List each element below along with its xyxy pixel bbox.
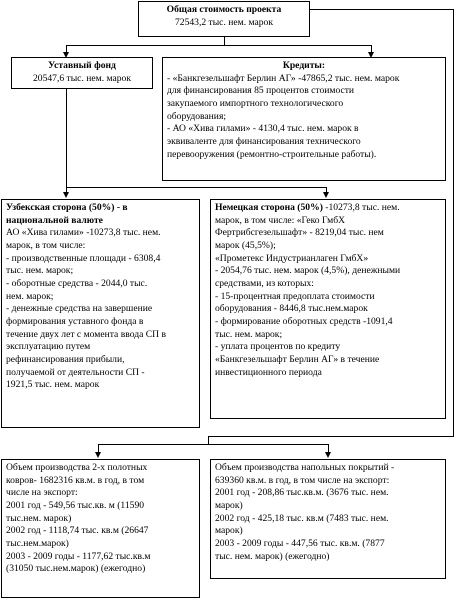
connector-fund-down xyxy=(66,88,67,187)
carpets-line: 2003 - 2009 годы - 1177,62 тыс.кв.м xyxy=(6,550,151,562)
credits-line: эквиваленте для финансирования технического xyxy=(167,135,361,147)
carpets-line: (31050 тыс.нем.марок) (ежегодно) xyxy=(6,563,146,575)
german-first-line: -10273,8 тыс. нем. xyxy=(322,202,400,213)
uzbek-side-box xyxy=(1,199,200,428)
carpets-output-box xyxy=(1,459,200,598)
german-line: Фертрибсгезельшафт» - 8219,04 тыс. нем xyxy=(215,227,384,239)
charter-fund-box xyxy=(11,57,153,89)
german-side-box xyxy=(210,199,446,419)
carpets-line: тыс.нем. марок) xyxy=(6,512,72,524)
carpets-line: Объем производства 2-х полотных xyxy=(6,462,148,473)
carpets-line: 2002 год - 1118,74 тыс. кв.м (26647 xyxy=(6,525,149,537)
credits-line: - АО «Хива гилами» - 4130,4 тыс. нем. марок в xyxy=(167,123,359,135)
german-line: - формирование оборотных средств -1091,4 xyxy=(215,315,393,327)
german-line: марок (45,5%); xyxy=(215,239,276,251)
total-cost-value: 72543,2 тыс. нем. марок xyxy=(174,16,274,28)
connector-right-top xyxy=(310,9,454,10)
connector-top xyxy=(66,45,371,46)
uzbek-line: - производственные площади - 6308,4 xyxy=(6,252,161,264)
connector-top-center xyxy=(224,36,225,46)
carpets-line: числе на экспорт: xyxy=(6,487,78,499)
uzbek-line: 1921,5 тыс. нем. марок xyxy=(6,379,100,391)
connector-fund-split xyxy=(66,187,326,188)
uzbek-line: - оборотные средства - 2044,0 тыс. xyxy=(6,277,148,289)
total-cost-title: Общая стоимость проекта xyxy=(166,4,282,15)
floors-line: тыс. нем. марок) (ежегодно) xyxy=(215,550,330,562)
floors-line: 2001 год - 208,86 тыс.кв.м. (3676 тыс. нем. xyxy=(215,487,389,499)
german-line: - уплата процентов по кредиту xyxy=(215,341,341,353)
credits-box xyxy=(162,57,446,181)
uzbek-line: АО «Хива гилами» -10273,8 тыс. нем. xyxy=(6,227,161,239)
uzbek-title: национальной валюте xyxy=(6,214,103,226)
german-line: - 2054,76 тыс. нем. марок (4,5%), денежными xyxy=(215,265,401,277)
credits-line: закупаемого импортного технологического xyxy=(167,97,344,109)
german-line: «Банкгезельшафт Берлин АГ» в течение xyxy=(215,353,380,365)
uzbek-line: течение двух лет с момента ввода СП в xyxy=(6,328,167,340)
german-line: оборудования - 8446,8 тыс.нем.марок xyxy=(215,303,368,315)
uzbek-line: рефинансирования прибыли, xyxy=(6,353,125,365)
german-line: «Прометекс Индустрианлаген ГмбХ» xyxy=(215,252,369,264)
connector-bottom-split xyxy=(98,444,328,445)
floors-line: марок) xyxy=(215,499,243,511)
german-line: инвестиционного периода xyxy=(215,366,322,378)
uzbek-line: получаемой от деятельности СП - xyxy=(6,366,145,378)
carpets-line: ковров- 1682316 кв.м. в год, в том xyxy=(6,474,145,486)
uzbek-title: Узбекская сторона (50%) - в xyxy=(6,202,128,213)
connector-bottom xyxy=(208,436,454,437)
credits-title: Кредиты: xyxy=(282,60,326,71)
credits-line: перевооружения (ремонтно-строительные работы). xyxy=(167,148,377,160)
floor-coverings-output-box xyxy=(210,459,446,579)
german-line: тыс. нем. марок; xyxy=(215,328,283,340)
german-title: Немецкая сторона (50%) xyxy=(215,202,323,213)
floors-line: 639360 кв.м. в год, в том числе на экспорт: xyxy=(215,474,390,486)
german-line: - 15-процентная предоплата стоимости xyxy=(215,290,375,302)
charter-fund-title: Уставный фонд xyxy=(48,60,116,71)
credits-line: оборудования; xyxy=(167,110,227,122)
floors-line: 2002 год - 425,18 тыс. кв.м (7483 тыс. нем. xyxy=(215,512,389,524)
german-line: средствами, из которых: xyxy=(215,277,314,289)
carpets-line: тыс.нем.марок) xyxy=(6,537,69,549)
floors-line: Объем производства напольных покрытий - xyxy=(215,462,395,473)
connector-bottom-center xyxy=(208,436,209,444)
charter-fund-value: 20547,6 тыс. нем. марок xyxy=(32,72,132,84)
german-line: марок, в том числе: «Геко ГмбХ xyxy=(215,214,346,226)
connector-right-side xyxy=(453,9,454,437)
credits-line: для финансирования 85 процентов стоимости xyxy=(167,85,355,97)
credits-line: - «Банкгезельшафт Берлин АГ» -47865,2 тыс. нем. марок xyxy=(167,72,400,84)
uzbek-line: марок, в том числе: xyxy=(6,239,86,251)
floors-line: марок) xyxy=(215,525,243,537)
total-cost-box xyxy=(138,1,310,37)
carpets-line: 2001 год - 549,56 тыс.кв. м (11590 xyxy=(6,499,145,511)
uzbek-line: формирования уставного фонда в xyxy=(6,315,144,327)
arrow-to-carpets xyxy=(95,452,101,458)
arrow-to-german xyxy=(323,192,329,198)
uzbek-line: тыс. нем. марок; xyxy=(6,265,74,277)
arrow-to-floors xyxy=(325,452,331,458)
uzbek-line: нем. марок; xyxy=(6,290,54,302)
arrow-to-uzbek xyxy=(63,192,69,198)
uzbek-line: эксплуатацию путем xyxy=(6,341,91,353)
floors-line: 2003 - 2009 годы - 447,56 тыс. кв.м. (7877 xyxy=(215,537,385,549)
uzbek-line: - денежные средства на завершение xyxy=(6,303,153,315)
